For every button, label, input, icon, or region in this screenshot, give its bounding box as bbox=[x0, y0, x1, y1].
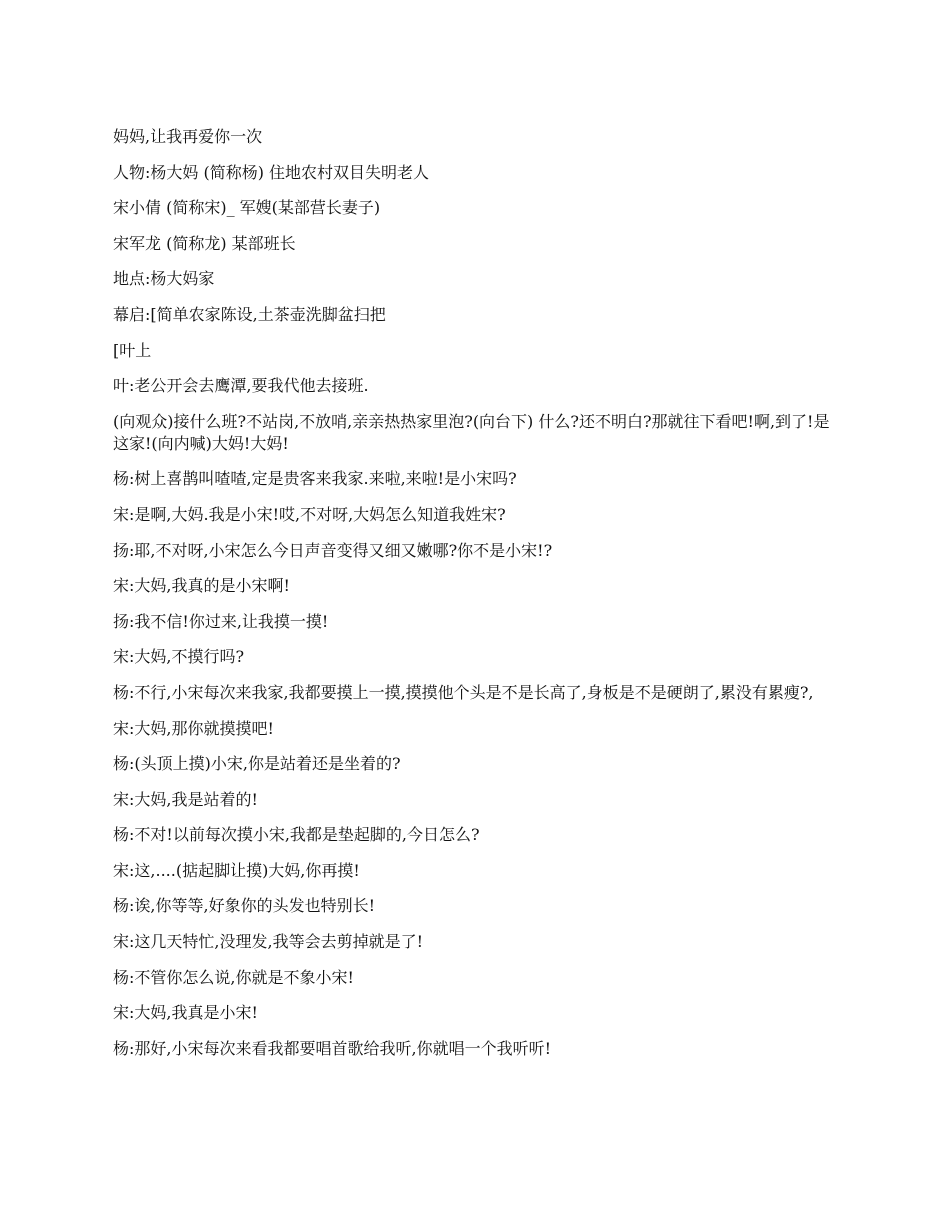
dialogue-line: (向观众)接什么班?不站岗,不放哨,亲亲热热家里泡?(向台下) 什么?还不明白?那就往下看吧!啊,到了!是这家!(向内喊)大妈!大妈! bbox=[113, 411, 830, 453]
dialogue-line: 杨:诶,你等等,好象你的头发也特别长! bbox=[113, 896, 375, 916]
dialogue-line: 杨:树上喜鹊叫喳喳,定是贵客来我家.来啦,来啦!是小宋吗? bbox=[113, 469, 517, 489]
character-line-song: 宋小倩 (简称宋)_ 军嫂(某部营长妻子) bbox=[113, 198, 381, 218]
stage-direction: [叶上 bbox=[113, 340, 152, 360]
dialogue-line: 叶:老公开会去鹰潭,要我代他去接班. bbox=[113, 376, 369, 396]
character-line-yang: 人物:杨大妈 (简称杨) 住地农村双目失明老人 bbox=[113, 162, 430, 182]
dialogue-line: 宋:大妈,我真的是小宋啊! bbox=[113, 576, 290, 596]
stage-direction: 幕启:[简单农家陈设,土茶壶洗脚盆扫把 bbox=[113, 304, 386, 324]
dialogue-line: 宋:这几天特忙,没理发,我等会去剪掉就是了! bbox=[113, 932, 423, 952]
dialogue-line: 宋:是啊,大妈.我是小宋!哎,不对呀,大妈怎么知道我姓宋? bbox=[113, 504, 506, 524]
dialogue-line: 宋:大妈,我是站着的! bbox=[113, 789, 258, 809]
dialogue-line: 杨:不行,小宋每次来我家,我都要摸上一摸,摸摸他个头是不是长高了,身板是不是硬朗了,累没有累瘦?, bbox=[113, 682, 814, 702]
document-title: 妈妈,让我再爱你一次 bbox=[113, 127, 263, 146]
dialogue-line: 宋:大妈,我真是小宋! bbox=[113, 1003, 258, 1023]
dialogue-line: 杨:(头顶上摸)小宋,你是站着还是坐着的? bbox=[113, 754, 401, 774]
location-line: 地点:杨大妈家 bbox=[113, 269, 215, 289]
document-body bbox=[113, 126, 833, 1073]
dialogue-line: 宋:这,....(掂起脚让摸)大妈,你再摸! bbox=[113, 860, 360, 880]
dialogue-line: 杨:那好,小宋每次来看我都要唱首歌给我听,你就唱一个我听听! bbox=[113, 1038, 551, 1058]
character-line-long: 宋军龙 (简称龙) 某部班长 bbox=[113, 233, 296, 253]
dialogue-line: 宋:大妈,不摸行吗? bbox=[113, 647, 245, 667]
dialogue-line: 杨:不管你怎么说,你就是不象小宋! bbox=[113, 967, 354, 987]
dialogue-line: 宋:大妈,那你就摸摸吧! bbox=[113, 718, 274, 738]
dialogue-line: 扬:耶,不对呀,小宋怎么今日声音变得又细又嫩哪?你不是小宋!? bbox=[113, 540, 553, 560]
dialogue-line: 杨:不对!以前每次摸小宋,我都是垫起脚的,今日怎么? bbox=[113, 825, 480, 845]
dialogue-line: 扬:我不信!你过来,让我摸一摸! bbox=[113, 611, 329, 631]
